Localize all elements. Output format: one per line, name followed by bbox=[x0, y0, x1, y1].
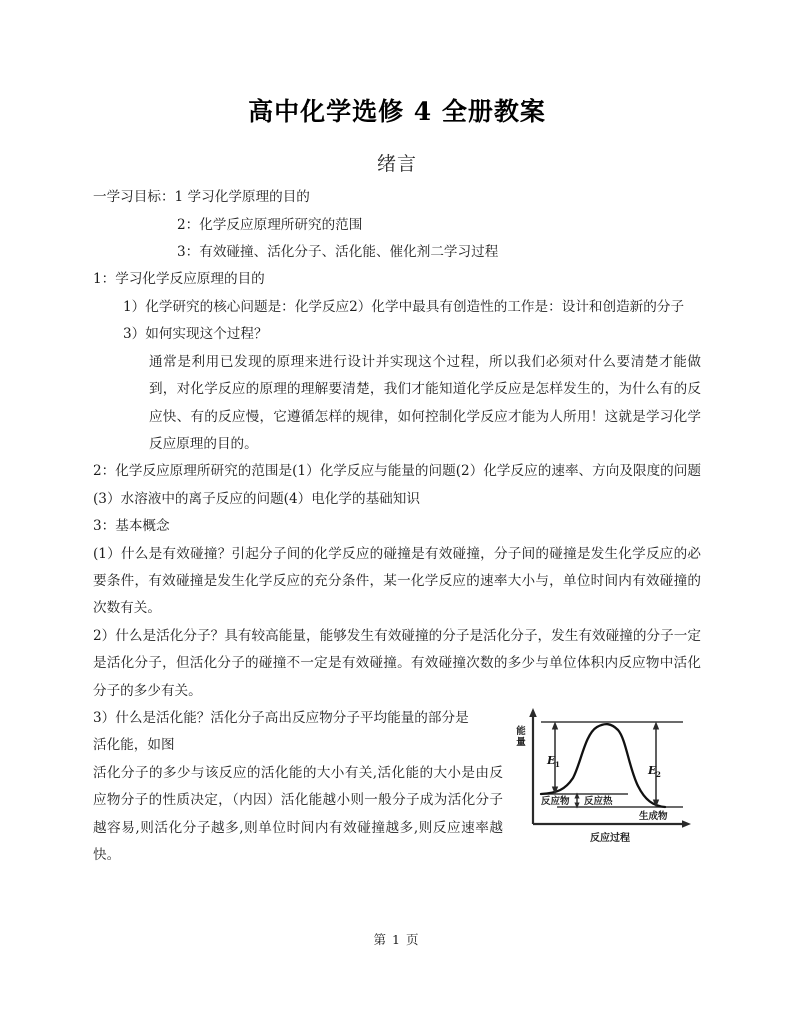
e2-label: E bbox=[648, 763, 657, 777]
section-3-heading: 3：基本概念 bbox=[93, 518, 170, 535]
section-2-paragraph: 2：化学反应原理所研究的范围是(1）化学反应与能量的问题(2）化学反应的速率、方向及限度的问题(3）水溶液中的离子反应的问题(4）电化学的基础知识 bbox=[93, 463, 701, 507]
page-content bbox=[93, 0, 701, 869]
y-axis-label: 能 bbox=[516, 725, 526, 737]
concept-effective-collision: (1）什么是有效碰撞？引起分子间的化学反应的碰撞是有效碰撞，分子间的碰撞是发生化学反应的必要条件，有效碰撞是发生化学反应的充分条件，某一化学反应的速率大小与，单位时间内有效碰撞的次数有关。 bbox=[93, 545, 701, 617]
reaction-heat-label: 反应热 bbox=[584, 795, 613, 807]
concept-activation-energy-rest: 活化分子的多少与该反应的活化能的大小有关,活化能的大小是由反应物分子的性质决定，（内因）活化能越小则一般分子成为活化分子越容易,则活化分子越多,则单位时间内有效碰撞越多,则反应速率越快。 bbox=[93, 764, 503, 863]
section-1-item-3: 3）如何实现这个过程？ bbox=[123, 326, 268, 343]
page-footer: 第 1 页 bbox=[373, 932, 420, 947]
product-label: 生成物 bbox=[639, 810, 668, 822]
concept-activated-molecule: 2）什么是活化分子？具有较高能量，能够发生有效碰撞的分子是活化分子，发生有效碰撞的分子一定是活化分子，但活化分子的碰撞不一定是有效碰撞。有效碰撞次数的多少与单位体积内反应物中活化分子的多少有关。 bbox=[93, 627, 701, 699]
concept-activation-energy-line-1: 3）什么是活化能？活化分子高出反应物分子平均能量的部分是 bbox=[93, 709, 469, 726]
y-axis-label-2: 量 bbox=[516, 736, 526, 748]
e1-label-subscript: 1 bbox=[555, 759, 560, 769]
page-title: 高中化学选修 4 全册教案 bbox=[248, 97, 546, 126]
x-axis-arrow bbox=[682, 820, 691, 828]
section-1-paragraph: 通常是利用已发现的原理来进行设计并实现这个过程，所以我们必须对什么要清楚才能做到，对化学反应的原理的理解要清楚，我们才能知道化学反应是怎样发生的，为什么有的反应快、有的反应慢，它遵循怎样的规律，如何控制化学反应才能为人所用！这就是学习化学反应原理的目的。 bbox=[149, 353, 701, 452]
objectives-line-1: 一学习目标：1 学习化学原理的目的 bbox=[93, 189, 310, 206]
reactant-label: 反应物 bbox=[541, 795, 570, 807]
section-1-item-1: 1）化学研究的核心问题是：化学反应2）化学中最具有创造性的工作是：设计和创造新的分子 bbox=[123, 298, 685, 315]
activation-energy-block bbox=[93, 705, 701, 869]
x-axis-label: 反应过程 bbox=[590, 832, 630, 844]
section-1-heading: 1：学习化学反应原理的目的 bbox=[93, 271, 265, 288]
y-axis-arrow bbox=[529, 708, 537, 717]
e2-label-subscript: 2 bbox=[656, 769, 661, 779]
objectives-line-2: 2：化学反应原理所研究的范围 bbox=[177, 216, 363, 233]
e1-label: E bbox=[547, 753, 556, 767]
objectives-line-3: 3：有效碰撞、活化分子、活化能、催化剂二学习过程 bbox=[177, 244, 499, 261]
page-subtitle: 绪言 bbox=[376, 153, 417, 176]
concept-activation-energy-line-2: 活化能，如图 bbox=[93, 737, 175, 754]
energy-profile-diagram bbox=[505, 708, 701, 846]
